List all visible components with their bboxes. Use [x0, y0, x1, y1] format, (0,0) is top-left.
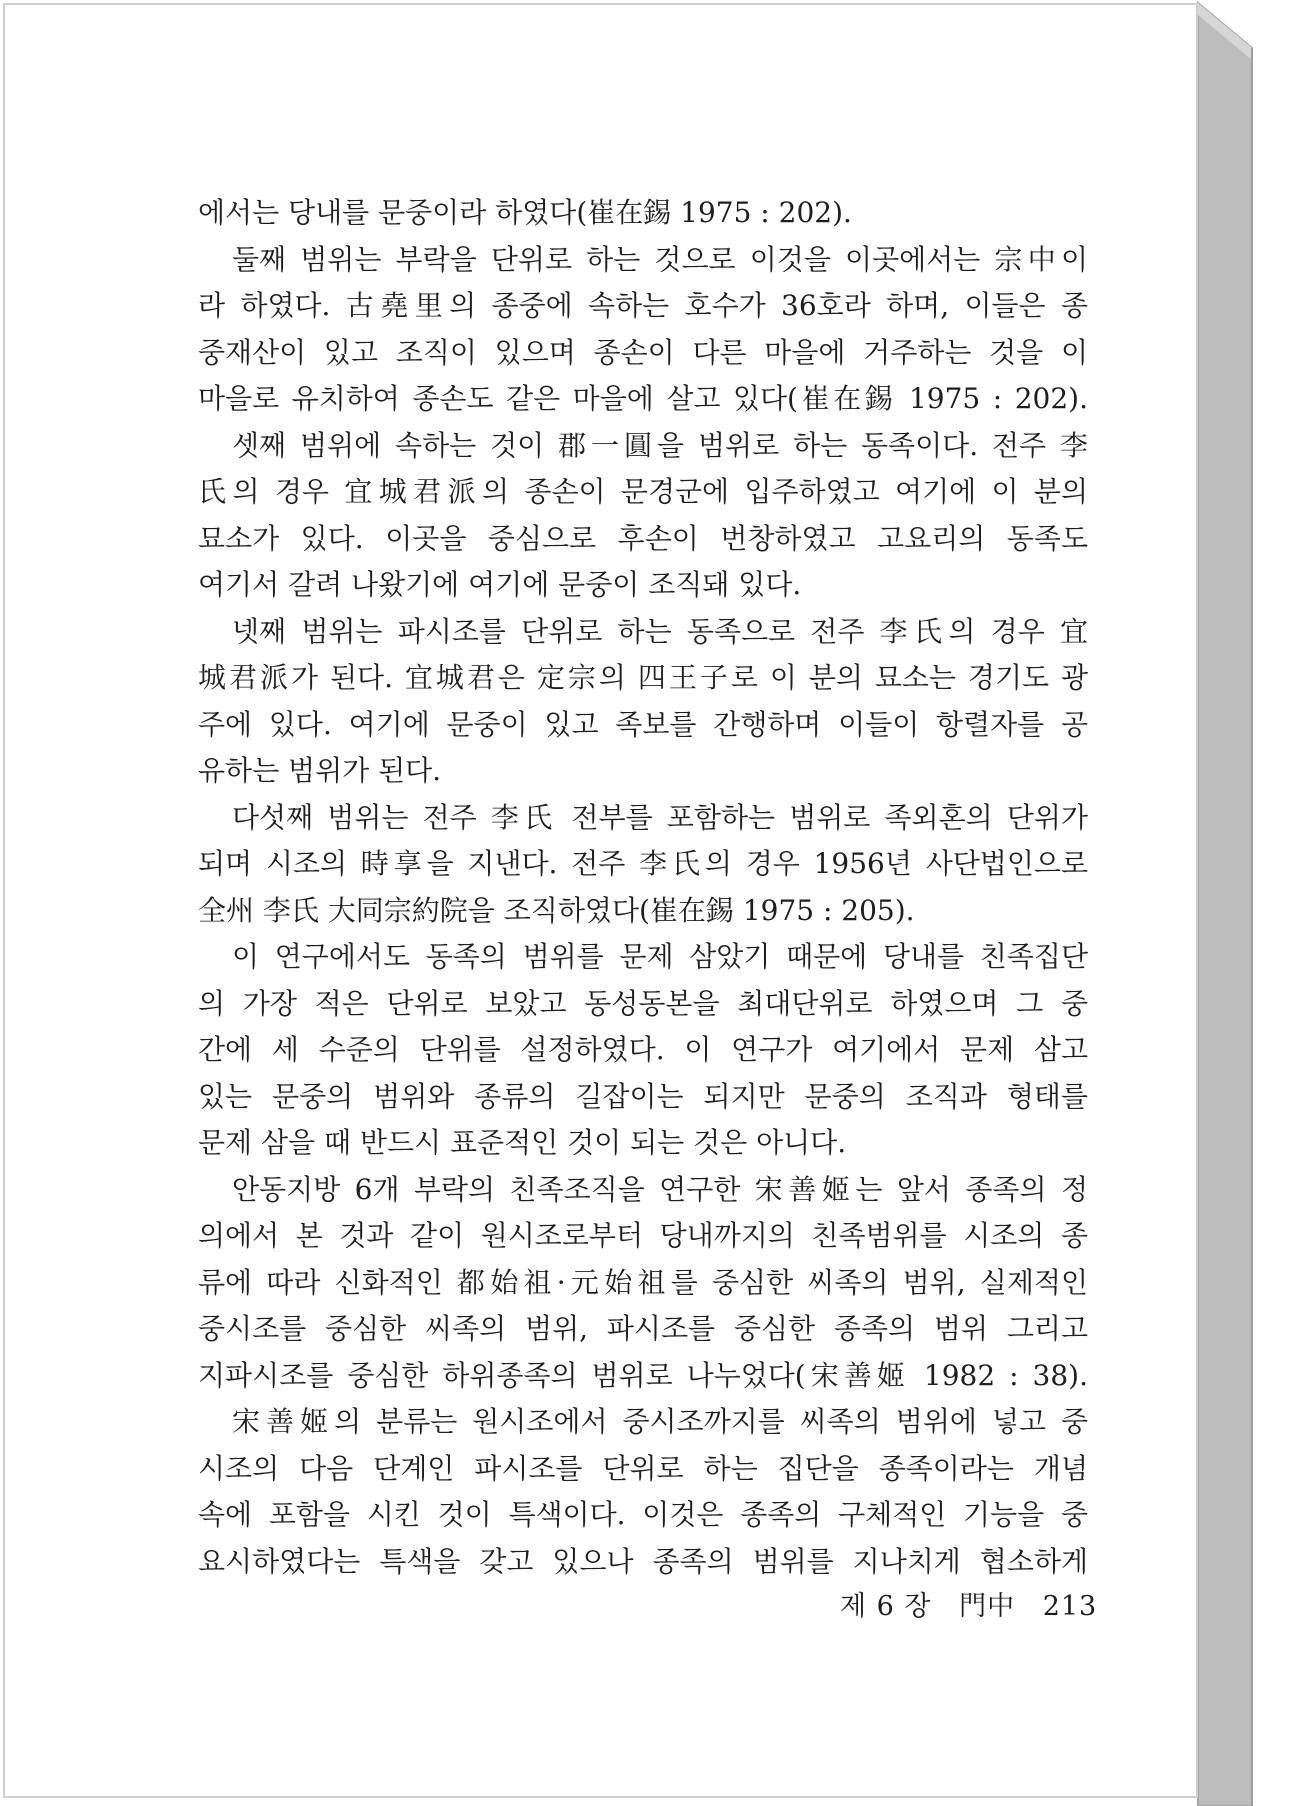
text-line: 묘소가 있다. 이곳을 중심으로 후손이 번창하였고 고요리의 동족도	[198, 521, 1088, 555]
text-line: 되며 시조의 時享을 지낸다. 전주 李氏의 경우 1956년 사단법인으로	[198, 847, 1088, 880]
text-line: 있는 문중의 범위와 종류의 길잡이는 되지만 문중의 조직과 형태를	[198, 1079, 1088, 1113]
text-line: 여기서 갈려 나왔기에 여기에 문중이 조직돼 있다.	[198, 568, 802, 601]
text-line: 라 하였다. 古堯里의 종중에 속하는 호수가 36호라 하며, 이들은 종	[198, 289, 1088, 322]
text-line: 둘째 범위는 부락을 단위로 하는 것으로 이것을 이곳에서는 宗中이	[232, 242, 1088, 276]
text-line: 요시하였다는 특색을 갖고 있으나 종족의 범위를 지나치게 협소하게	[198, 1544, 1088, 1578]
text-line: 의에서 본 것과 같이 원시조로부터 당내까지의 친족범위를 시조의 종	[198, 1219, 1088, 1252]
text-line: 마을로 유치하여 종손도 같은 마을에 살고 있다(崔在錫 1975 : 202).	[198, 382, 1088, 415]
text-line: 넷째 범위는 파시조를 단위로 하는 동족으로 전주 李氏의 경우 宜	[232, 614, 1088, 648]
text-line: 중시조를 중심한 씨족의 범위, 파시조를 중심한 종족의 범위 그리고	[198, 1312, 1088, 1345]
text-line: 문제 삼을 때 반드시 표준적인 것이 되는 것은 아니다.	[198, 1126, 847, 1159]
text-line: 氏의 경우 宜城君派의 종손이 문경군에 입주하였고 여기에 이 분의	[198, 475, 1088, 508]
text-line: 에서는 당내를 문중이라 하였다(崔在錫 1975 : 202).	[198, 196, 852, 229]
text-line: 城君派가 된다. 宜城君은 定宗의 四王子로 이 분의 묘소는 경기도 광	[198, 661, 1088, 694]
text-line: 주에 있다. 여기에 문중이 있고 족보를 간행하며 이들이 항렬자를 공	[198, 707, 1088, 741]
text-line: 이 연구에서도 동족의 범위를 문제 삼았기 때문에 당내를 친족집단	[232, 940, 1088, 973]
text-line: 의 가장 적은 단위로 보았고 동성동본을 최대단위로 하였으며 그 중	[198, 986, 1088, 1020]
text-line: 류에 따라 신화적인 都始祖·元始祖를 중심한 씨족의 범위, 실제적인	[198, 1265, 1088, 1299]
chapter-label: 제 6 장	[840, 1591, 932, 1622]
text-line: 지파시조를 중심한 하위종족의 범위로 나누었다(宋善姬 1982 : 38).	[198, 1358, 1088, 1392]
text-line: 宋善姬의 분류는 원시조에서 중시조까지를 씨족의 범위에 넣고 중	[232, 1405, 1088, 1438]
text-line: 속에 포함을 시킨 것이 특색이다. 이것은 종족의 구체적인 기능을 중	[198, 1498, 1088, 1531]
body-text	[198, 190, 1088, 1585]
text-line: 중재산이 있고 조직이 있으며 종손이 다른 마을에 거주하는 것을 이	[198, 335, 1088, 369]
chapter-title: 門中	[959, 1591, 1016, 1622]
text-line: 全州 李氏 大同宗約院을 조직하였다(崔在錫 1975 : 205).	[198, 893, 915, 927]
text-line: 안동지방 6개 부락의 친족조직을 연구한 宋善姬는 앞서 종족의 정	[232, 1172, 1088, 1206]
text-line: 시조의 다음 단계인 파시조를 단위로 하는 집단을 종족이라는 개념	[198, 1451, 1088, 1485]
page-footer	[840, 1584, 1115, 1623]
text-line: 간에 세 수준의 단위를 설정하였다. 이 연구가 여기에서 문제 삼고	[198, 1033, 1088, 1066]
text-line: 다섯째 범위는 전주 李氏 전부를 포함하는 범위로 족외혼의 단위가	[232, 800, 1088, 834]
text-line: 유하는 범위가 된다.	[198, 754, 442, 787]
page-number: 213	[1042, 1591, 1098, 1622]
text-line: 셋째 범위에 속하는 것이 郡一圓을 범위로 하는 동족이다. 전주 李	[232, 428, 1088, 462]
